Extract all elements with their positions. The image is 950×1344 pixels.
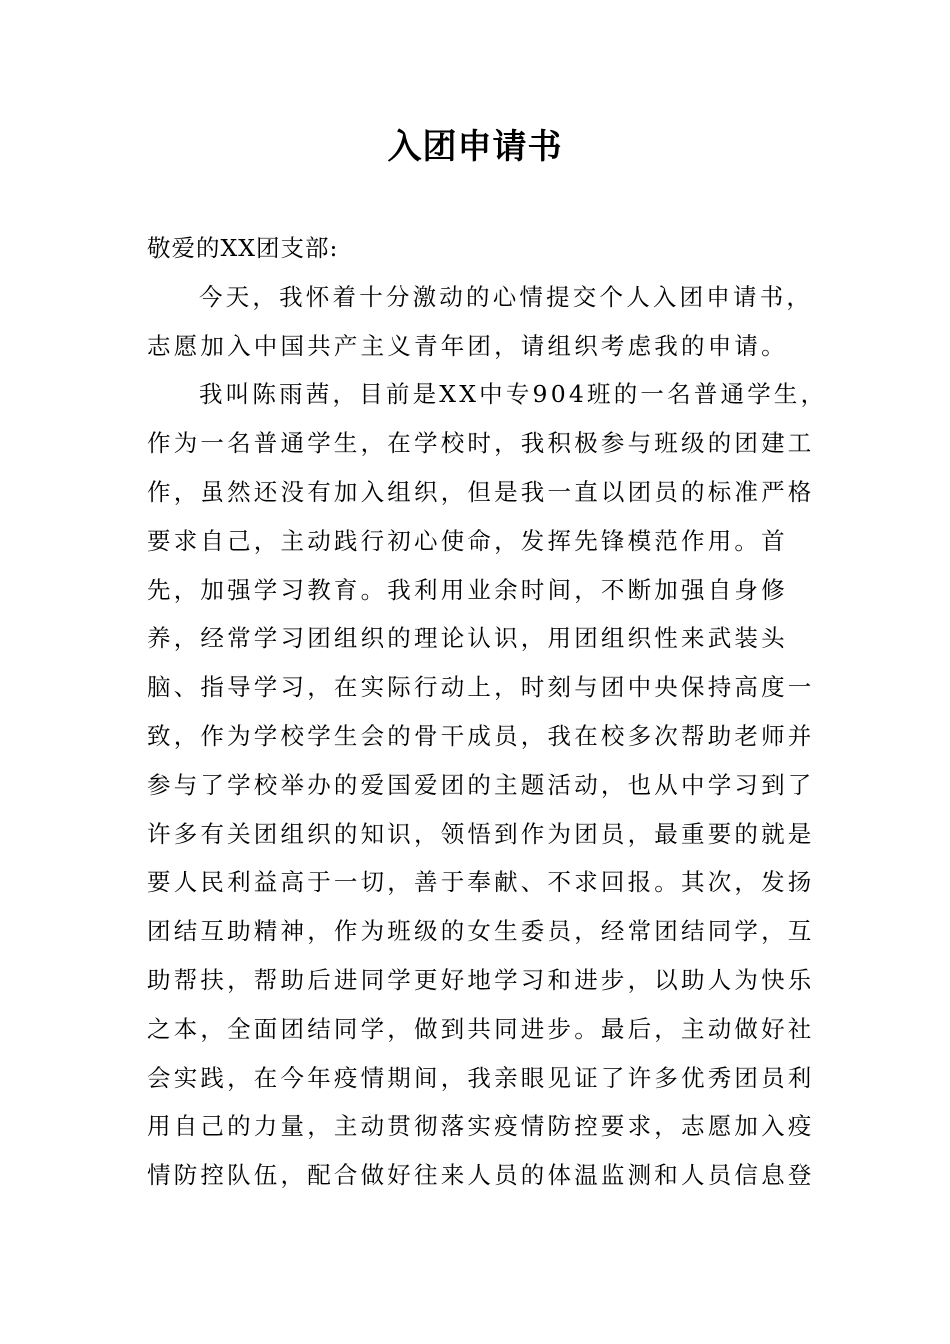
paragraph-line: 养，经常学习团组织的理论认识，用团组织性来武装头 [147,624,788,653]
paragraph-line: 情防控队伍，配合做好往来人员的体温监测和人员信息登 [147,1161,815,1190]
paragraph-line: 许多有关团组织的知识，领悟到作为团员，最重要的就是 [147,819,815,848]
paragraph-line: 会实践，在今年疫情期间，我亲眼见证了许多优秀团员利 [147,1063,815,1092]
paragraph-line: 用自己的力量，主动贯彻落实疫情防控要求，志愿加入疫 [147,1112,815,1141]
document-title: 入团申请书 [387,127,563,167]
paragraph-line: 参与了学校举办的爱国爱团的主题活动，也从中学习到了 [147,770,815,799]
paragraph-line: 团结互助精神，作为班级的女生委员，经常团结同学，互 [147,917,815,946]
paragraph-line: 我叫陈雨茜，目前是XX中专904班的一名普通学生， [199,380,828,409]
salutation: 敬爱的XX团支部: [147,234,339,262]
paragraph-line: 作为一名普通学生，在学校时，我积极参与班级的团建工 [147,429,815,458]
paragraph-line: 助帮扶，帮助后进同学更好地学习和进步，以助人为快乐 [147,965,815,994]
paragraph-line: 先，加强学习教育。我利用业余时间，不断加强自身修 [147,575,788,604]
paragraph-line: 之本，全面团结同学，做到共同进步。最后，主动做好社 [147,1014,815,1043]
document-body [147,224,828,1200]
paragraph-line: 要人民利益高于一切，善于奉献、不求回报。其次，发扬 [147,868,815,897]
paragraph-line: 作，虽然还没有加入组织，但是我一直以团员的标准严格 [147,477,815,506]
paragraph-line: 脑、指导学习，在实际行动上，时刻与团中央保持高度一 [147,673,815,702]
paragraph-line: 要求自己，主动践行初心使命，发挥先锋模范作用。首 [147,526,788,555]
paragraph-line: 今天，我怀着十分激动的心情提交个人入团申请书， [199,282,814,311]
paragraph-line: 致，作为学校学生会的骨干成员，我在校多次帮助老师并 [147,721,815,750]
paragraph-line: 志愿加入中国共产主义青年团，请组织考虑我的申请。 [147,331,788,360]
